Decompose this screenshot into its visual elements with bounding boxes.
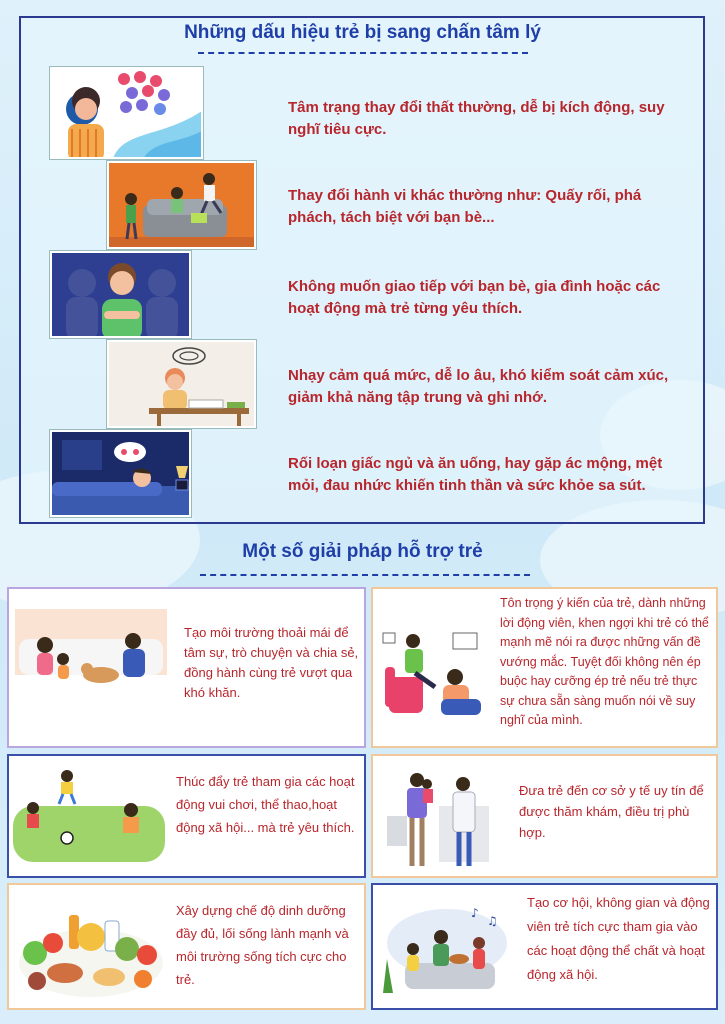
- solutions-title: Một số giải pháp hỗ trợ trẻ: [242, 541, 483, 562]
- sign-text-4: Nhạy cảm quá mức, dễ lo âu, khó kiểm soát cảm xúc, giảm khả năng tập trung và ghi nhớ.: [288, 367, 669, 406]
- music-activity-illustration: [377, 903, 517, 1005]
- solution-text-3: Thúc đẩy trẻ tham gia các hoạt động vui chơi, thể thao,hoạt động xã hội... mà trẻ yêu thích.: [176, 774, 355, 835]
- kids-playing-illustration: [13, 766, 165, 862]
- solution-card-3: [7, 754, 366, 878]
- sign-text-3: Không muốn giao tiếp với bạn bè, gia đình hoặc các hoạt động mà trẻ từng yêu thích.: [288, 278, 661, 317]
- solution-card-1: [7, 587, 366, 748]
- healthy-food-illustration: [15, 893, 167, 1001]
- svg-text:♪: ♪: [471, 906, 479, 920]
- sign-text-2: Thay đổi hành vi khác thường như: Quấy rối, phá phách, tách biệt với bạn bè...: [288, 187, 642, 226]
- sign-illustration-anxiety: [107, 340, 256, 428]
- title-divider: [198, 52, 528, 54]
- solution-text-1: Tạo môi trường thoải mái để tâm sự, trò chuyện và chia sẻ, đồng hành cùng trẻ vượt qua khó khăn.: [184, 625, 359, 700]
- solution-text-4: Đưa trẻ đến cơ sở y tế uy tín để được thăm khám, điều trị phù hợp.: [519, 783, 704, 840]
- sign-illustration-withdrawal: [50, 251, 191, 338]
- solution-text-5: Xây dựng chế độ dinh dưỡng đầy đủ, lối sống lành mạnh và môi trường sống tích cực cho trẻ.: [176, 903, 349, 987]
- svg-text:♫: ♫: [487, 914, 498, 928]
- sign-illustration-mood: [50, 67, 203, 159]
- sign-text-1: Tâm trạng thay đổi thất thường, dễ bị kích động, suy nghĩ tiêu cực.: [288, 99, 665, 138]
- solution-card-6: [371, 883, 718, 1010]
- counseling-illustration: [379, 619, 491, 721]
- solution-card-2: [371, 587, 718, 748]
- title-divider: [200, 574, 530, 576]
- solution-text-6: Tạo cơ hội, không gian và động viên trẻ tích cực tham gia vào các hoạt động thể chất và hoạt động xã hội.: [527, 895, 710, 982]
- sign-illustration-sleep: [50, 430, 191, 517]
- signs-title: Những dấu hiệu trẻ bị sang chấn tâm lý: [184, 22, 541, 43]
- solution-card-5: [7, 883, 366, 1010]
- sign-text-5: Rối loạn giấc ngủ và ăn uống, hay gặp ác mộng, mệt mỏi, đau nhức khiến tinh thần và sức khỏe sa sút.: [288, 455, 663, 494]
- solution-text-2: Tôn trọng ý kiến của trẻ, dành những lời động viên, khen ngợi khi trẻ có thể mạnh mẽ nói ra được những vấn đề vướng mắc. Tuyệt đối không nên ép buộc hay cưỡng ép trẻ nếu trẻ thực sự chưa sẵn sàng muốn nói về suy nghĩ của mình.: [500, 596, 709, 727]
- sign-illustration-behavior: [107, 161, 256, 249]
- family-illustration: [15, 609, 167, 701]
- solution-card-4: [371, 754, 718, 878]
- doctor-visit-illustration: [379, 766, 499, 874]
